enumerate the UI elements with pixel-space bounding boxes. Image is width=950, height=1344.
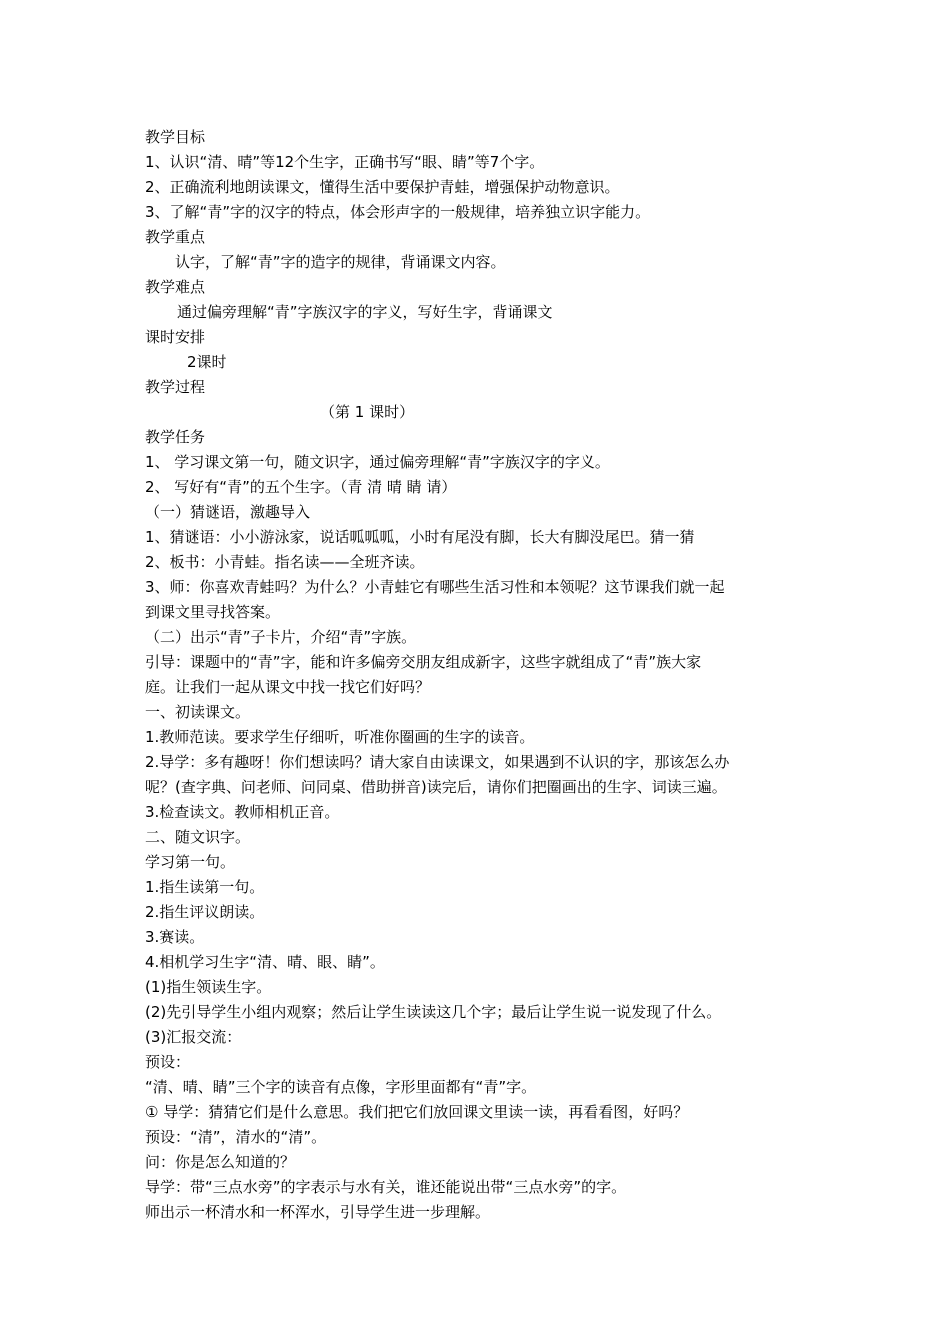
text-line: 预设：“清”，清水的“清”。 xyxy=(145,1128,327,1146)
text-line: 引导：课题中的“青”字，能和许多偏旁交朋友组成新字，这些字就组成了“青”族大家 xyxy=(145,653,702,671)
lesson-number: （第 1 课时） xyxy=(320,403,415,421)
text-line: 学习第一句。 xyxy=(145,853,236,871)
section-riddle: （一）猜谜语，激趣导入 xyxy=(145,503,311,521)
text-line: 2.导学：多有趣呀！你们想读吗？请大家自由读课文，如果遇到不认识的字，那该怎么办 xyxy=(145,753,730,771)
heading-schedule: 课时安排 xyxy=(145,328,206,346)
text-line: 呢？(查字典、问老师、问同桌、借助拼音)读完后，请你们把圈画出的生字、词读三遍。 xyxy=(145,778,727,796)
text-line: (2)先引导学生小组内观察；然后让学生读读这几个字；最后让学生说一说发现了什么。 xyxy=(145,1003,722,1021)
text-line: 1.指生读第一句。 xyxy=(145,878,265,896)
text-line: 问：你是怎么知道的？ xyxy=(145,1153,296,1171)
text-line: 4.相机学习生字“清、晴、眼、睛”。 xyxy=(145,953,385,971)
heading-difficulties: 教学难点 xyxy=(145,278,206,296)
key-points-text: 认字，了解“青”字的造字的规律，背诵课文内容。 xyxy=(175,253,506,271)
difficulties-text: 通过偏旁理解“青”字族汉字的字义，写好生字，背诵课文 xyxy=(177,303,553,321)
text-line: 到课文里寻找答案。 xyxy=(145,603,281,621)
text-line: (3)汇报交流： xyxy=(145,1028,242,1046)
section-character-learning: 二、随文识字。 xyxy=(145,828,251,846)
text-line: 师出示一杯清水和一杯浑水，引导学生进一步理解。 xyxy=(145,1203,491,1221)
goal-line-1: 1、认识“清、晴”等12个生字，正确书写“眼、睛”等7个字。 xyxy=(145,153,545,171)
text-line: “清、晴、睛”三个字的读音有点像，字形里面都有“青”字。 xyxy=(145,1078,537,1096)
heading-tasks: 教学任务 xyxy=(145,428,206,446)
text-line: 3.赛读。 xyxy=(145,928,205,946)
text-line: (1)指生领读生字。 xyxy=(145,978,272,996)
heading-key-points: 教学重点 xyxy=(145,228,206,246)
goal-line-2: 2、正确流利地朗读课文，懂得生活中要保护青蛙，增强保护动物意识。 xyxy=(145,178,620,196)
schedule-text: 2课时 xyxy=(187,353,227,371)
text-line: 3.检查读文。教师相机正音。 xyxy=(145,803,340,821)
text-line: 2.指生评议朗读。 xyxy=(145,903,265,921)
text-line: 1.教师范读。要求学生仔细听，听准你圈画的生字的读音。 xyxy=(145,728,535,746)
heading-teaching-goals: 教学目标 xyxy=(145,128,206,146)
heading-process: 教学过程 xyxy=(145,378,206,396)
text-line: 庭。让我们一起从课文中找一找它们好吗？ xyxy=(145,678,431,696)
section-first-reading: 一、初读课文。 xyxy=(145,703,251,721)
text-line: 3、师：你喜欢青蛙吗？为什么？小青蛙它有哪些生活习性和本领呢？这节课我们就一起 xyxy=(145,578,725,596)
task-line-1: 1、 学习课文第一句，随文识字，通过偏旁理解“青”字族汉字的字义。 xyxy=(145,453,610,471)
section-qing-card: （二）出示“青”子卡片，介绍“青”字族。 xyxy=(145,628,417,646)
text-line: ① 导学：猜猜它们是什么意思。我们把它们放回课文里读一读，再看看图，好吗？ xyxy=(145,1103,689,1121)
text-line: 2、板书：小青蛙。指名读——全班齐读。 xyxy=(145,553,425,571)
text-line: 预设： xyxy=(145,1053,191,1071)
text-line: 1、猜谜语：小小游泳家，说话呱呱呱，小时有尾没有脚，长大有脚没尾巴。猜一猜 xyxy=(145,528,695,546)
text-line: 导学：带“三点水旁”的字表示与水有关，谁还能说出带“三点水旁”的字。 xyxy=(145,1178,627,1196)
task-line-2: 2、 写好有“青”的五个生字。（青 清 晴 睛 请） xyxy=(145,478,457,496)
goal-line-3: 3、了解“青”字的汉字的特点，体会形声字的一般规律，培养独立识字能力。 xyxy=(145,203,651,221)
